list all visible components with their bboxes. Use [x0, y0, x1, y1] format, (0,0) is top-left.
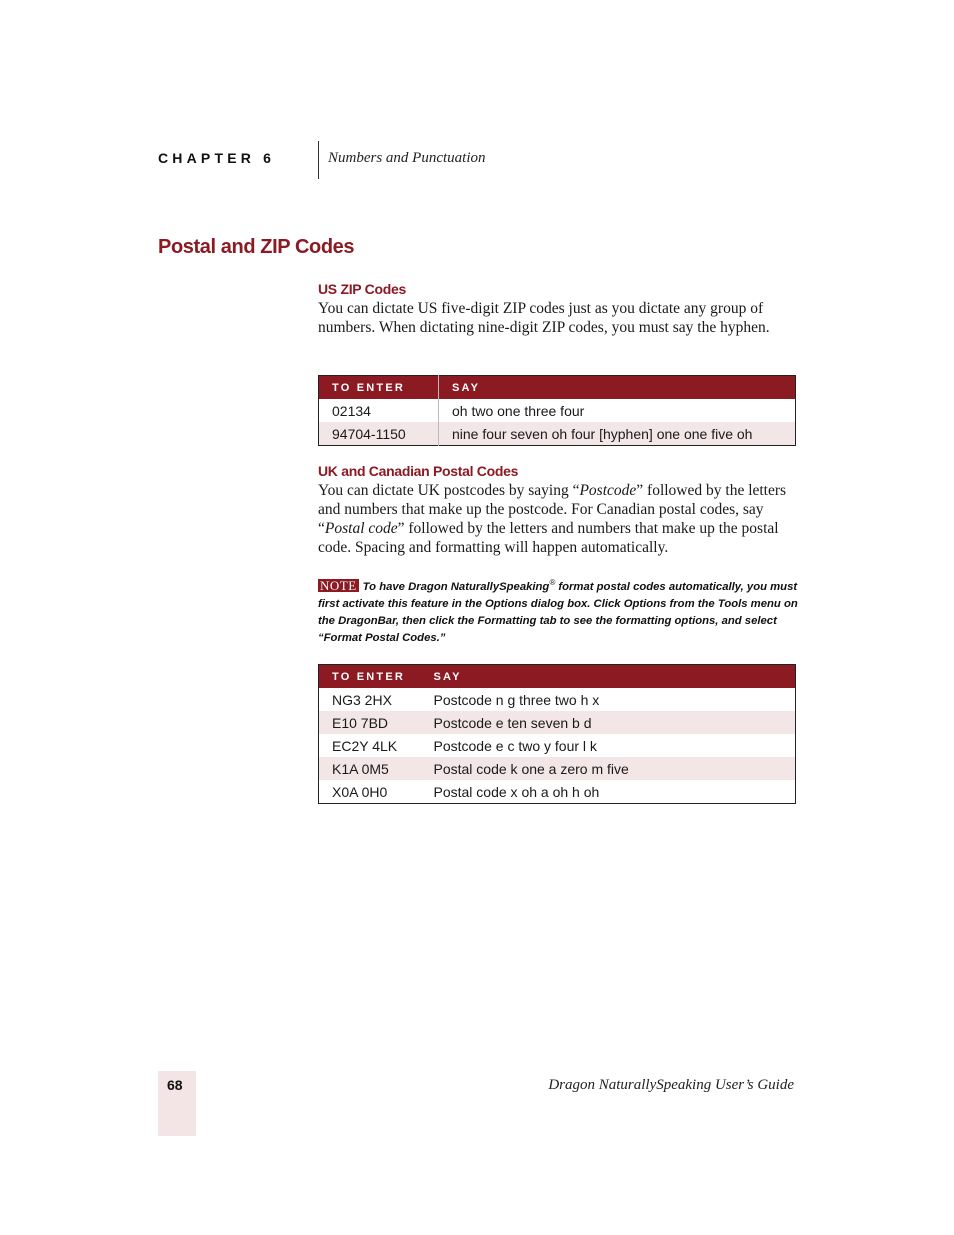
table-header-row: [319, 376, 796, 400]
note-label: NOTE: [320, 577, 357, 593]
table-row: [319, 711, 796, 734]
table-header-to-enter: TO ENTER: [319, 376, 439, 400]
us-zip-table: [318, 375, 796, 446]
say-cell: nine four seven oh four [hyphen] one one five oh: [439, 422, 796, 446]
to-enter-cell: NG3 2HX: [332, 691, 392, 708]
table-header-say: SAY: [421, 665, 796, 689]
table-header-say: SAY: [439, 376, 796, 400]
table-row: [319, 399, 796, 422]
to-enter-cell: EC2Y 4LK: [332, 737, 398, 754]
say-cell: Postcode e ten seven b d: [421, 711, 796, 734]
to-enter-cell: 02134: [332, 402, 371, 419]
say-cell: Postcode n g three two h x: [433, 691, 600, 708]
table-header-to-enter: TO ENTER: [319, 665, 421, 689]
us-zip-paragraph: You can dictate US five-digit ZIP codes just as you dictate any group of numbers. When dictating nine-digit ZIP codes, you must say the hyphen.: [318, 300, 770, 336]
postal-codes-table: [318, 664, 796, 804]
uk-canadian-heading: UK and Canadian Postal Codes: [318, 463, 519, 479]
say-cell: Postal code x oh a oh h oh: [433, 783, 600, 800]
table-row: [319, 422, 796, 446]
table-header-row: [319, 665, 796, 689]
say-cell: Postal code k one a zero m five: [421, 757, 796, 780]
page-number: 68: [167, 1077, 183, 1093]
uk-canadian-paragraph: [318, 481, 796, 557]
emphasis-postcode: Postcode: [579, 482, 637, 499]
note-text: To have Dragon NaturallySpeaking: [362, 580, 550, 593]
note-callout: [318, 574, 798, 647]
to-enter-cell: K1A 0M5: [319, 757, 421, 780]
book-title: Dragon NaturallySpeaking User’s Guide: [548, 1077, 794, 1093]
to-enter-cell: 94704-1150: [319, 422, 439, 446]
say-cell: Postcode e c two y four l k: [433, 737, 597, 754]
table-row: [319, 688, 796, 711]
us-zip-heading: US ZIP Codes: [318, 281, 406, 297]
paragraph-text: ” followed by the letters and numbers that make up the postal code. Spacing and formatting will happen automatically.: [318, 520, 779, 556]
table-row: [319, 734, 796, 757]
table-row: [319, 780, 796, 804]
note-text: format postal codes automatically, you must first activate this feature in the Options dialog box. Click Options from the Tools menu on the DragonBar, then click the Formatting tab to see the formatting options, and select “Format Postal Codes.”: [318, 580, 798, 644]
chapter-title: Numbers and Punctuation: [328, 150, 486, 166]
emphasis-postal-code: Postal code: [324, 520, 398, 537]
say-cell: oh two one three four: [439, 399, 796, 422]
paragraph-text: You can dictate UK postcodes by saying “: [318, 482, 580, 499]
registered-mark: ®: [549, 578, 556, 587]
table-row: [319, 757, 796, 780]
section-title: Postal and ZIP Codes: [158, 236, 355, 258]
paragraph-text: ” followed by the letters and numbers that make up the postcode. For Canadian postal codes, say “: [318, 482, 787, 537]
chapter-label: CHAPTER 6: [158, 150, 276, 166]
to-enter-cell: X0A 0H0: [332, 783, 388, 800]
header-divider: [318, 141, 319, 179]
to-enter-cell: E10 7BD: [319, 711, 421, 734]
